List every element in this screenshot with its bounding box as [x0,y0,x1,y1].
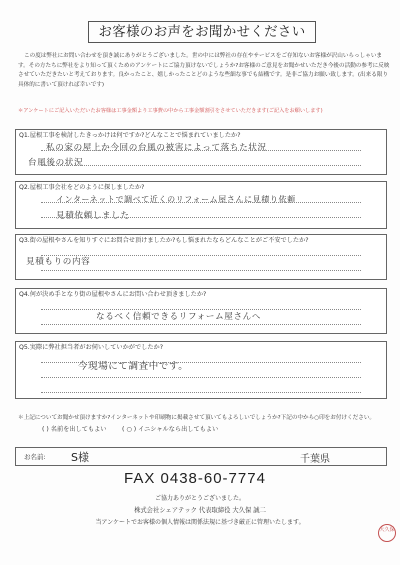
customer-name: S様 [71,451,89,464]
writing-line [41,150,361,151]
question-label-4: Q4.何が決め手となり街の屋根やさんにお問い合わせ頂きましたか? [19,291,207,298]
seal-stamp: 大久保 [378,524,396,542]
writing-line [41,309,361,310]
intro-text [18,52,390,90]
option-name-ok: ( ) 名前を出してもよい [42,426,107,433]
publication-permission-text: ＊上記についてお聞かせ頂けますか?インターネットや印刷物に掲載させて頂いてもよろしいでしょうか?下記の中から○印をお付けください。 [18,415,376,421]
answer-line-1-1: 私の家の屋上か今回の台風の被害によって落ちた状況 [46,143,267,153]
footer-company: 株式会社シェアテック 代表取締役 大久保 誠二 [134,507,266,514]
writing-line [41,362,361,363]
intro-paragraph: この度は弊社にお問い合わせを頂き誠にありがとうございました。世の中には弊社の存在やサービスをご存知ないお客様が沢山いらっしゃいます。その方たちに弊社をより知って頂くためのアンケートにご協力頂けないでしょうか?お客様のご意見をお聞かせいただき今後の活動の参考に反映させていただきたいと考えております。良かったこと、嬉しかったことどのような些細な事でも結構です。是非ご協力お願い致します。(出来る限り具体的に書いて頂ければ幸いです) [18,53,390,88]
footer-thanks: ご協力ありがとうございました。 [154,495,245,502]
name-box [15,447,387,466]
writing-line [41,324,361,325]
answer-line-2-2: 見積依頼しました [56,211,130,221]
option-initial-ok: ( ○ ) イニシャルなら出してもよい [122,426,219,433]
question-label-5: Q5.実際に弊社担当者がお伺いしていかがでしたか? [19,344,163,351]
question-box-4 [15,288,387,334]
question-box-1 [15,129,387,175]
answer-line-3-1: 見積もりの内容 [26,257,91,267]
writing-line [41,202,361,203]
writing-line [41,377,361,378]
writing-line [41,392,361,393]
fax-number: FAX 0438-60-7774 [124,470,266,487]
question-box-2 [15,181,387,229]
question-box-3 [15,234,387,280]
answer-line-5-1: 今現場にて調査中です。 [78,361,189,372]
footer-privacy: 当アンケートでお客様の個人情報は関係法規に基づき厳正に管理いたします。 [95,519,305,526]
writing-line [41,217,361,218]
page-title: お客様のお声をお聞かせください [88,21,316,43]
question-label-1: Q1.屋根工事を検討したきっかけは何ですか?どんなことで悩まれていましたか? [19,132,241,139]
discount-note: ＊アンケートにご記入いただいたお客様は工事金額より工事費の中から工事金額割引をさせていただきます(ご記入をお願いします) [18,108,323,114]
writing-line [41,270,361,271]
name-label: お名前: [24,453,46,461]
answer-line-4-1: なるべく信頼できるリフォーム屋さんへ [96,312,261,322]
writing-line [41,165,361,166]
question-label-3: Q3.街の屋根やさんを知りすぐにお問合せ頂けましたか?もし悩まれたならどんなことがご不安でしたか? [19,237,309,244]
question-box-5 [15,341,387,399]
answer-line-2-1: インターネットで調べて近くのリフォーム屋さんに見積り依頼 [56,195,296,204]
question-label-2: Q2.屋根工事会社をどのように探しましたか? [19,184,145,191]
writing-line [41,255,361,256]
answer-line-1-2: 台風後の状況 [28,158,84,168]
customer-prefecture: 千葉県 [300,454,330,465]
